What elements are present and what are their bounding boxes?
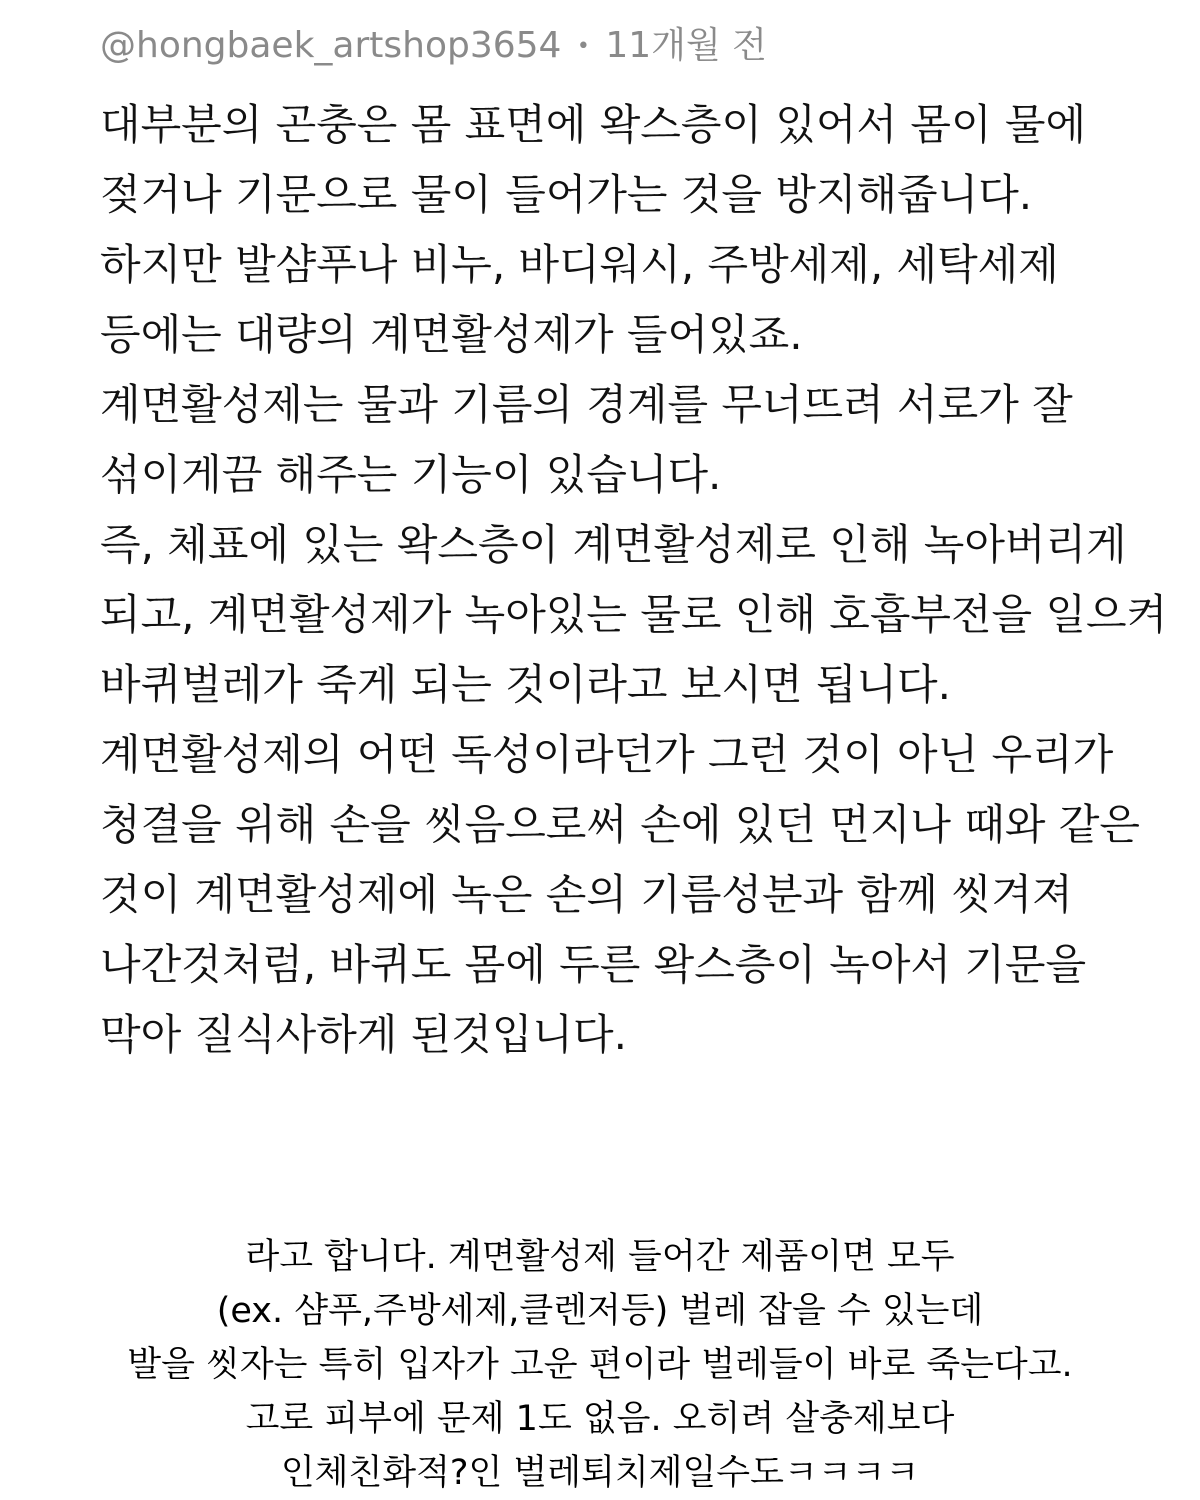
- comment-line: 즉, 체표에 있는 왁스층이 계면활성제로 인해 녹아버리게: [100, 520, 1127, 569]
- comment-line: 젖거나 기문으로 물이 들어가는 것을 방지해줍니다.: [100, 170, 1033, 219]
- comment-line: 나간것처럼, 바퀴도 몸에 두른 왁스층이 녹아서 기문을: [100, 940, 1087, 989]
- caption-line: 고로 피부에 문제 1도 없음. 오히려 살충제보다: [245, 1399, 955, 1439]
- comment-line: 등에는 대량의 계면활성제가 들어있죠.: [100, 310, 803, 359]
- caption-line: 발을 씻자는 특히 입자가 고운 편이라 벌레들이 바로 죽는다고.: [127, 1345, 1073, 1385]
- comment-meta: [100, 22, 767, 71]
- meta-separator: •: [576, 34, 590, 59]
- caption-text: [0, 1230, 1200, 1500]
- comment-username[interactable]: @hongbaek_artshop3654: [100, 25, 562, 66]
- comment-line: 대부분의 곤충은 몸 표면에 왁스층이 있어서 몸이 물에: [100, 100, 1087, 149]
- comment-line: 계면활성제는 물과 기름의 경계를 무너뜨려 서로가 잘: [100, 380, 1073, 429]
- caption-line: 인체친화적?인 벌레퇴치제일수도ㅋㅋㅋㅋ: [280, 1453, 920, 1493]
- comment-line: 섞이게끔 해주는 기능이 있습니다.: [100, 450, 722, 499]
- comment-line: 청결을 위해 손을 씻음으로써 손에 있던 먼지나 때와 같은: [100, 800, 1140, 849]
- comment-line: 되고, 계면활성제가 녹아있는 물로 인해 호흡부전을 일으켜: [100, 590, 1168, 639]
- comment-timestamp[interactable]: 11개월 전: [605, 25, 767, 66]
- comment-line: 바퀴벌레가 죽게 되는 것이라고 보시면 됩니다.: [100, 660, 951, 709]
- comment-line: 것이 계면활성제에 녹은 손의 기름성분과 함께 씻겨져: [100, 870, 1073, 919]
- caption-line: 라고 합니다. 계면활성제 들어간 제품이면 모두: [245, 1237, 955, 1277]
- caption-line: (ex. 샴푸,주방세제,클렌저등) 벌레 잡을 수 있는데: [216, 1291, 984, 1331]
- comment-line: 하지만 발샴푸나 비누, 바디워시, 주방세제, 세탁세제: [100, 240, 1059, 289]
- comment-line: 막아 질식사하게 된것입니다.: [100, 1010, 627, 1059]
- comment-line: 계면활성제의 어떤 독성이라던가 그런 것이 아닌 우리가: [100, 730, 1114, 779]
- comment-body: [100, 90, 1190, 1070]
